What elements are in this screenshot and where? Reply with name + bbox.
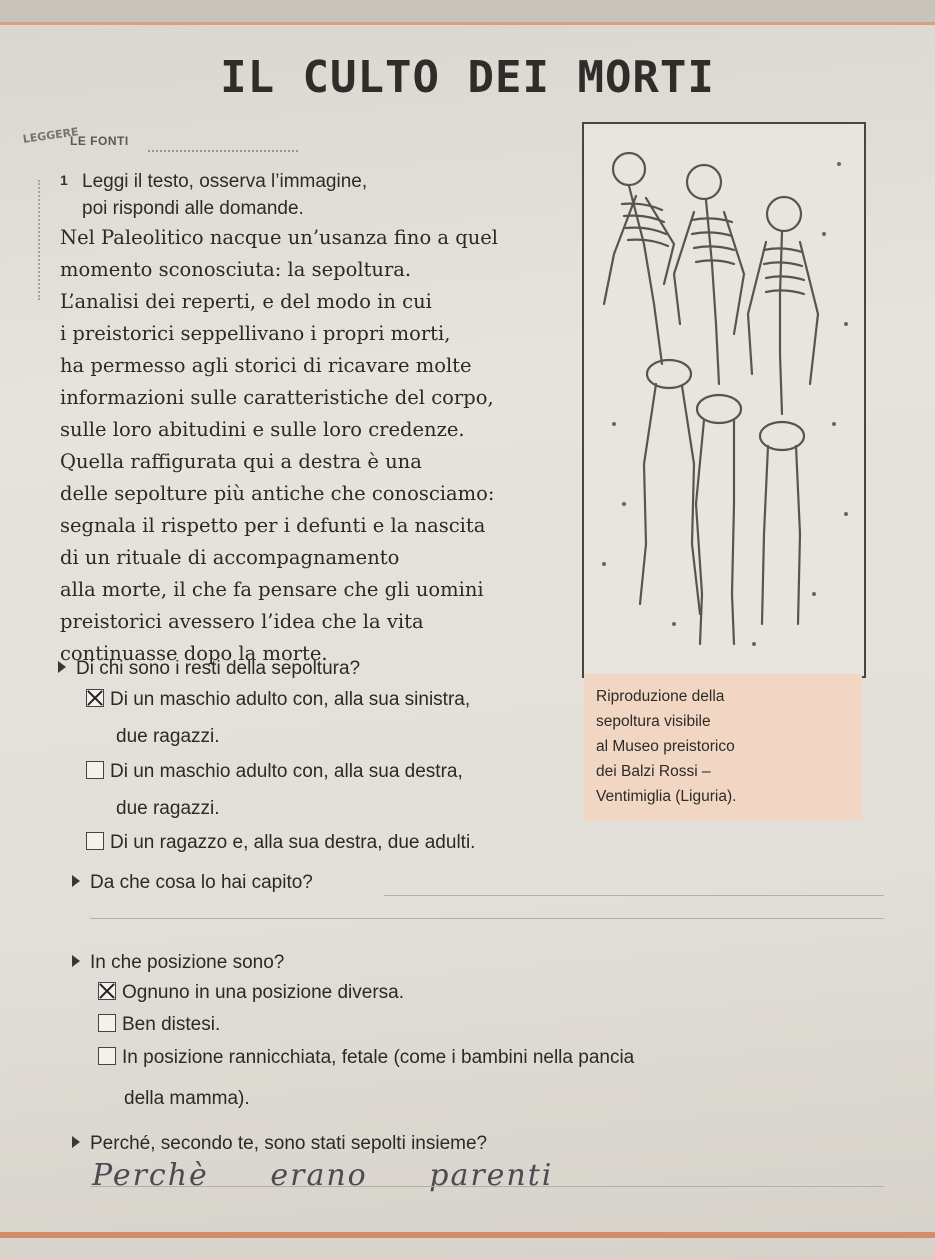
- section-divider: [148, 150, 298, 152]
- q1-option-2-cont: due ragazzi.: [116, 798, 220, 819]
- text-line: momento sconosciuta: la sepoltura.: [60, 258, 412, 281]
- text-line: L’analisi dei reperti, e del modo in cui: [60, 290, 432, 313]
- bottom-accent-bar: [0, 1232, 935, 1238]
- caption-line: Ventimiglia (Liguria).: [596, 788, 737, 805]
- text-line: alla morte, il che fa pensare che gli uomini: [60, 578, 484, 601]
- bullet-icon: [58, 661, 66, 673]
- bullet-icon: [72, 1136, 80, 1148]
- option-text: Di un maschio adulto con, alla sua sinistra,: [110, 689, 471, 710]
- bullet-icon: [72, 955, 80, 967]
- text-line: i preistorici seppellivano i propri morti,: [60, 322, 451, 345]
- answer-line[interactable]: [90, 1186, 884, 1187]
- caption-line: Riproduzione della: [596, 688, 725, 705]
- checkbox-checked[interactable]: [98, 982, 116, 1000]
- answer-line[interactable]: [90, 918, 884, 919]
- option-text: Ben distesi.: [122, 1014, 221, 1035]
- q1-option-2[interactable]: [86, 761, 463, 783]
- option-text: Di un maschio adulto con, alla sua destra,: [110, 761, 463, 782]
- reading-text: [60, 222, 580, 670]
- caption-line: sepoltura visibile: [596, 713, 711, 730]
- instruction: [82, 168, 367, 222]
- top-band: [0, 0, 935, 25]
- question-text: Da che cosa lo hai capito?: [90, 872, 313, 893]
- burial-skeletons-icon: [584, 124, 864, 676]
- q3-option-1[interactable]: [98, 982, 404, 1004]
- bullet-icon: [72, 875, 80, 887]
- option-text: In posizione rannicchiata, fetale (come i bambini nella pancia: [122, 1047, 635, 1068]
- q3-option-3[interactable]: [98, 1047, 634, 1069]
- caption-line: dei Balzi Rossi –: [596, 763, 711, 780]
- question-text: In che posizione sono?: [90, 952, 285, 973]
- figure-caption: [584, 674, 862, 820]
- text-line: delle sepolture più antiche che conosciamo:: [60, 482, 495, 505]
- page-title: IL CULTO DEI MORTI: [220, 52, 715, 103]
- text-line: di un rituale di accompagnamento: [60, 546, 400, 569]
- section-name: LE FONTI: [70, 134, 129, 148]
- question-2: [72, 872, 313, 894]
- instruction-line: poi rispondi alle domande.: [82, 198, 304, 219]
- q3-option-3-cont: della mamma).: [124, 1088, 250, 1109]
- section-tag: LEGGERE: [22, 125, 80, 146]
- question-3: [72, 952, 284, 974]
- checkbox[interactable]: [86, 761, 104, 779]
- instruction-number: 1: [60, 172, 68, 188]
- question-text: Di chi sono i resti della sepoltura?: [76, 658, 361, 679]
- q1-option-1-cont: due ragazzi.: [116, 726, 220, 747]
- answer-line[interactable]: [384, 895, 884, 896]
- question-4: [72, 1133, 487, 1155]
- question-text: Perché, secondo te, sono stati sepolti insieme?: [90, 1133, 488, 1154]
- text-line: informazioni sulle caratteristiche del corpo,: [60, 386, 494, 409]
- q1-option-1[interactable]: [86, 689, 470, 711]
- burial-figure: [582, 122, 866, 678]
- checkbox-checked[interactable]: [86, 689, 104, 707]
- text-line: preistorici avessero l’idea che la vita: [60, 610, 424, 633]
- text-line: Nel Paleolitico nacque un’usanza fino a quel: [60, 226, 499, 249]
- instruction-line: Leggi il testo, osserva l’immagine,: [82, 171, 368, 192]
- checkbox[interactable]: [98, 1014, 116, 1032]
- text-line: segnala il rispetto per i defunti e la nascita: [60, 514, 486, 537]
- caption-line: al Museo preistorico: [596, 738, 735, 755]
- text-line: Quella raffigurata qui a destra è una: [60, 450, 422, 473]
- q1-option-3[interactable]: [86, 832, 475, 854]
- handwritten-answer[interactable]: Perchè erano parenti: [92, 1158, 554, 1193]
- option-text: Di un ragazzo e, alla sua destra, due adulti.: [110, 832, 476, 853]
- checkbox[interactable]: [98, 1047, 116, 1065]
- option-text: Ognuno in una posizione diversa.: [122, 982, 405, 1003]
- text-line: continuasse dopo la morte.: [60, 642, 328, 665]
- text-line: sulle loro abitudini e sulle loro credenze.: [60, 418, 465, 441]
- q3-option-2[interactable]: [98, 1014, 220, 1036]
- question-1: [58, 658, 360, 680]
- checkbox[interactable]: [86, 832, 104, 850]
- dotted-margin: [38, 180, 42, 300]
- text-line: ha permesso agli storici di ricavare molte: [60, 354, 472, 377]
